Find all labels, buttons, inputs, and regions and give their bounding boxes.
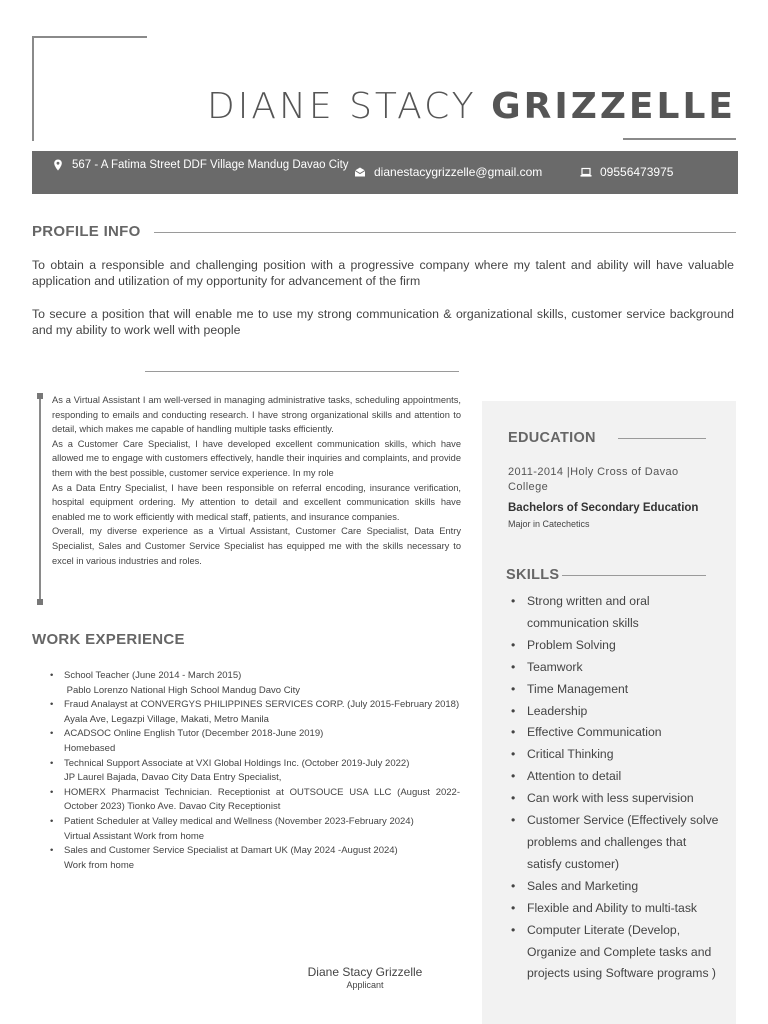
signature-name: Diane Stacy Grizzelle bbox=[307, 965, 423, 979]
education-heading: EDUCATION bbox=[508, 430, 596, 446]
education-heading-rule bbox=[618, 438, 706, 439]
skill-item: • Leadership bbox=[509, 701, 724, 723]
work-item: • Patient Scheduler at Valley medical and Wellness (November 2023-February 2024) Virtual Assistant Work from home bbox=[50, 815, 460, 844]
experience-summary bbox=[52, 393, 461, 568]
sidebar-panel bbox=[482, 401, 736, 1024]
summary-paragraph: As a Customer Care Specialist, I have developed excellent communication skills, which have allowed me to engage with customers effectively, handle their inquiries and complaints, and provide them with the best possible, customer service experience. In my role bbox=[52, 438, 461, 478]
profile-paragraph-2: To secure a position that will enable me to use my strong communication & organizational skills, customer service background and my ability to work well with people bbox=[32, 307, 734, 337]
profile-divider bbox=[145, 371, 459, 372]
skill-item: • Can work with less supervision bbox=[509, 788, 724, 810]
work-item: • Technical Support Associate at VXI Global Holdings Inc. (October 2019-July 2022) JP Laurel Bajada, Davao City Data Entry Specialist, bbox=[50, 757, 460, 786]
profile-heading-rule bbox=[154, 232, 736, 233]
name-underline bbox=[623, 138, 736, 140]
skills-list bbox=[509, 591, 724, 985]
work-experience-list bbox=[50, 669, 460, 873]
work-experience-heading: WORK EXPERIENCE bbox=[32, 631, 185, 648]
contact-email[interactable] bbox=[354, 165, 542, 179]
skill-item: • Time Management bbox=[509, 679, 724, 701]
first-name: DIANE STACY bbox=[206, 86, 477, 127]
skills-heading-rule bbox=[562, 575, 706, 576]
last-name: GRIZZELLE bbox=[491, 86, 736, 127]
signature-role: Applicant bbox=[346, 980, 384, 990]
applicant-name bbox=[207, 86, 736, 127]
skill-item: • Strong written and oral communication skills bbox=[509, 591, 724, 635]
corner-frame-horizontal bbox=[32, 36, 147, 38]
skill-item: • Sales and Marketing bbox=[509, 876, 724, 898]
summary-marker bbox=[37, 393, 43, 605]
phone-text: 09556473975 bbox=[600, 165, 674, 179]
email-text[interactable]: dianestacygrizzelle@gmail.com bbox=[374, 165, 543, 179]
work-item: • HOMERX Pharmacist Technician. Receptionist at OUTSOUCE USA LLC (August 2022-October 2023) Tionko Ave. Davao City Receptionist bbox=[50, 786, 460, 815]
skill-item: • Attention to detail bbox=[509, 766, 724, 788]
skill-item: • Customer Service (Effectively solve problems and challenges that satisfy customer) bbox=[509, 810, 724, 876]
contact-phone bbox=[580, 165, 673, 179]
work-item: • ACADSOC Online English Tutor (December 2018-June 2019) Homebased bbox=[50, 727, 460, 756]
skill-item: • Teamwork bbox=[509, 657, 724, 679]
skill-item: • Problem Solving bbox=[509, 635, 724, 657]
profile-heading: PROFILE INFO bbox=[32, 223, 141, 240]
skills-heading: SKILLS bbox=[506, 567, 560, 583]
education-degree: Bachelors of Secondary Education bbox=[508, 502, 699, 514]
corner-frame-vertical bbox=[32, 36, 34, 141]
work-item: • School Teacher (June 2014 - March 2015) Pablo Lorenzo National High School Mandug Davo City bbox=[50, 669, 460, 698]
skill-item: • Effective Communication bbox=[509, 722, 724, 744]
contact-bar bbox=[32, 151, 738, 194]
education-major: Major in Catechetics bbox=[508, 519, 590, 529]
summary-paragraph: As a Virtual Assistant I am well-versed in managing administrative tasks, scheduling appointments, responding to emails and conducting research. I have strong organizational skills and attention to detail, which makes me capable of handling multiple tasks efficiently. bbox=[52, 395, 461, 435]
address-text: 567 - A Fatima Street DDF Village Mandug Davao City bbox=[72, 159, 349, 171]
contact-address bbox=[52, 158, 352, 172]
education-years-school: 2011-2014 |Holy Cross of Davao College bbox=[508, 466, 679, 493]
skill-item: • Computer Literate (Develop, Organize and Complete tasks and projects using Software programs ) bbox=[509, 920, 724, 986]
summary-paragraph: Overall, my diverse experience as a Virtual Assistant, Customer Care Specialist, Data Entry Specialist, Sales and Customer Service Specialist has equipped me with the skills necessary to excel in various industries and roles. bbox=[52, 526, 461, 566]
work-item: • Sales and Customer Service Specialist at Damart UK (May 2024 -August 2024) Work from home bbox=[50, 844, 460, 873]
skill-item: • Flexible and Ability to multi-task bbox=[509, 898, 724, 920]
summary-paragraph: As a Data Entry Specialist, I have been responsible on referral encoding, insurance verification, hospital equipment ordering. My attention to detail and excellent communication skills have enabled me to work efficiently with medical staff, patients, and insurance companies. bbox=[52, 482, 461, 522]
work-item: • Fraud Analayst at CONVERGYS PHILIPPINES SERVICES CORP. (July 2015-February 2018) Ayala Ave, Legazpi Village, Makati, Metro Manila bbox=[50, 698, 460, 727]
laptop-icon bbox=[580, 166, 592, 178]
envelope-icon bbox=[354, 166, 366, 178]
location-pin-icon bbox=[52, 159, 64, 171]
profile-paragraph-1: To obtain a responsible and challenging position with a progressive company where my talent and ability will have valuable application and utilization of my opportunity for advancement of the firm bbox=[32, 258, 734, 288]
skill-item: • Critical Thinking bbox=[509, 744, 724, 766]
